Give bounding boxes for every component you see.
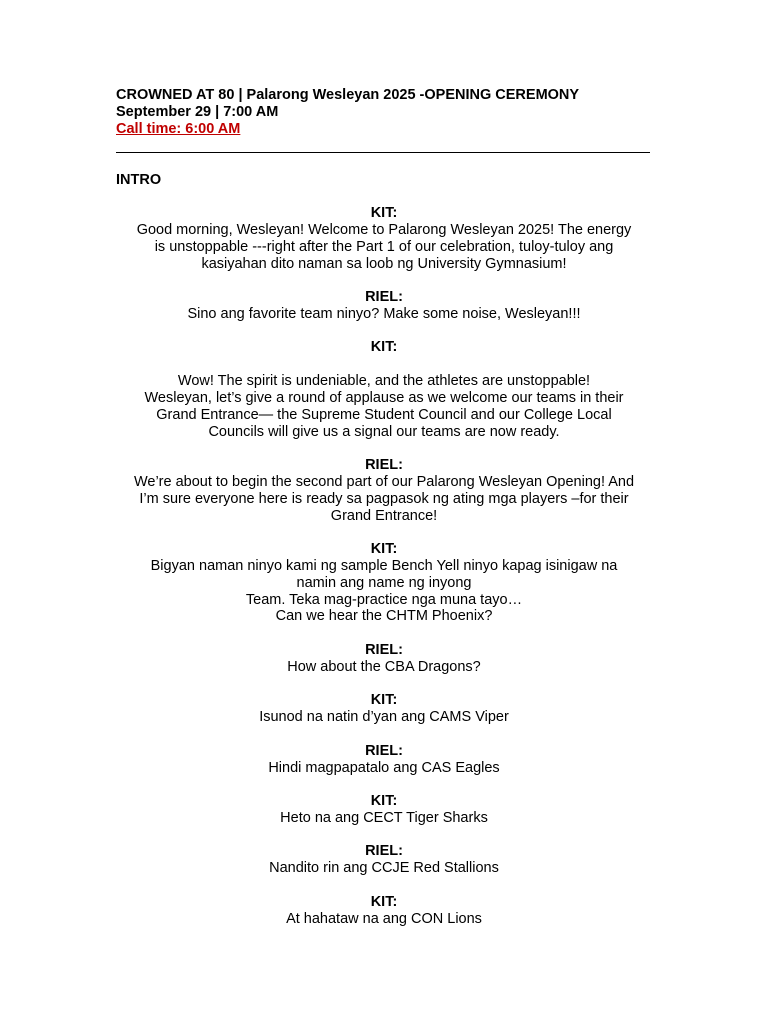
dialogue-line: Good morning, Wesleyan! Welcome to Palarong Wesleyan 2025! The energy [136, 222, 632, 238]
dialogue-block [110, 793, 658, 827]
dialogue-line: Grand Entrance— the Supreme Student Council and our College Local [156, 406, 612, 423]
dialogue-block [110, 541, 658, 625]
dialogue-block [110, 843, 658, 877]
speaker-name: RIEL: [365, 742, 403, 759]
speaker-name: RIEL: [365, 641, 403, 658]
dialogue-line: is unstoppable ---right after the Part 1 of our celebration, tuloy-tuloy ang [154, 238, 614, 255]
dialogue-line: Bigyan naman ninyo kami ng sample Bench Yell ninyo kapag isinigaw na [150, 557, 618, 574]
dialogue-block [110, 743, 658, 777]
dialogue-block [110, 457, 658, 524]
dialogue-line: Can we hear the CHTM Phoenix? [275, 608, 493, 625]
speaker-name: RIEL: [365, 288, 403, 305]
dialogue-line: Team. Teka mag-practice nga muna tayo… [245, 591, 523, 608]
dialogue-block [110, 692, 658, 726]
speaker-name: KIT: [370, 893, 398, 910]
dialogue-line: Hindi magpapatalo ang CAS Eagles [268, 759, 500, 776]
dialogue-line: We’re about to begin the second part of our Palarong Wesleyan Opening! And [133, 473, 635, 490]
speaker-name: RIEL: [365, 843, 403, 860]
event-title: CROWNED AT 80 | Palarong Wesleyan 2025 -OPENING CEREMONY [116, 87, 580, 103]
document-header [116, 87, 656, 138]
dialogue-line: Grand Entrance! [330, 507, 438, 524]
speaker-name: KIT: [370, 205, 398, 221]
dialogue-block [110, 289, 658, 323]
dialogue-line: kasiyahan dito naman sa loob ng University Gymnasium! [201, 255, 567, 272]
dialogue-block [110, 205, 658, 272]
speaker-name: RIEL: [365, 456, 403, 473]
script-body [110, 205, 658, 944]
dialogue-line: Wesleyan, let’s give a round of applause as we welcome our teams in their [144, 389, 624, 406]
header-divider [116, 152, 650, 153]
dialogue-block [110, 894, 658, 928]
dialogue-block [110, 642, 658, 676]
event-date-time: September 29 | 7:00 AM [116, 104, 279, 120]
dialogue-line: Heto na ang CECT Tiger Sharks [280, 809, 488, 826]
section-heading: INTRO [116, 172, 162, 188]
speaker-name: KIT: [370, 540, 398, 557]
dialogue-line: I’m sure everyone here is ready sa pagpasok ng ating mga players –for their [139, 490, 629, 507]
speaker-name: KIT: [370, 339, 398, 356]
dialogue-line: Nandito rin ang CCJE Red Stallions [269, 860, 499, 877]
call-time-line [116, 121, 656, 138]
dialogue-block [110, 339, 658, 440]
dialogue-line: namin ang name ng inyong [296, 574, 472, 591]
speaker-name: KIT: [370, 692, 398, 709]
speaker-name: KIT: [370, 792, 398, 809]
dialogue-line: Councils will give us a signal our teams are now ready. [208, 423, 560, 440]
dialogue-line: Wow! The spirit is undeniable, and the athletes are unstoppable! [177, 373, 591, 390]
dialogue-line: Sino ang favorite team ninyo? Make some noise, Wesleyan!!! [187, 305, 581, 322]
blank-line [110, 356, 658, 373]
dialogue-line: How about the CBA Dragons? [287, 658, 481, 675]
dialogue-line: Isunod na natin d’yan ang CAMS Viper [259, 709, 509, 726]
dialogue-line: At hahataw na ang CON Lions [286, 910, 482, 927]
call-time: Call time: 6:00 AM [116, 121, 241, 137]
